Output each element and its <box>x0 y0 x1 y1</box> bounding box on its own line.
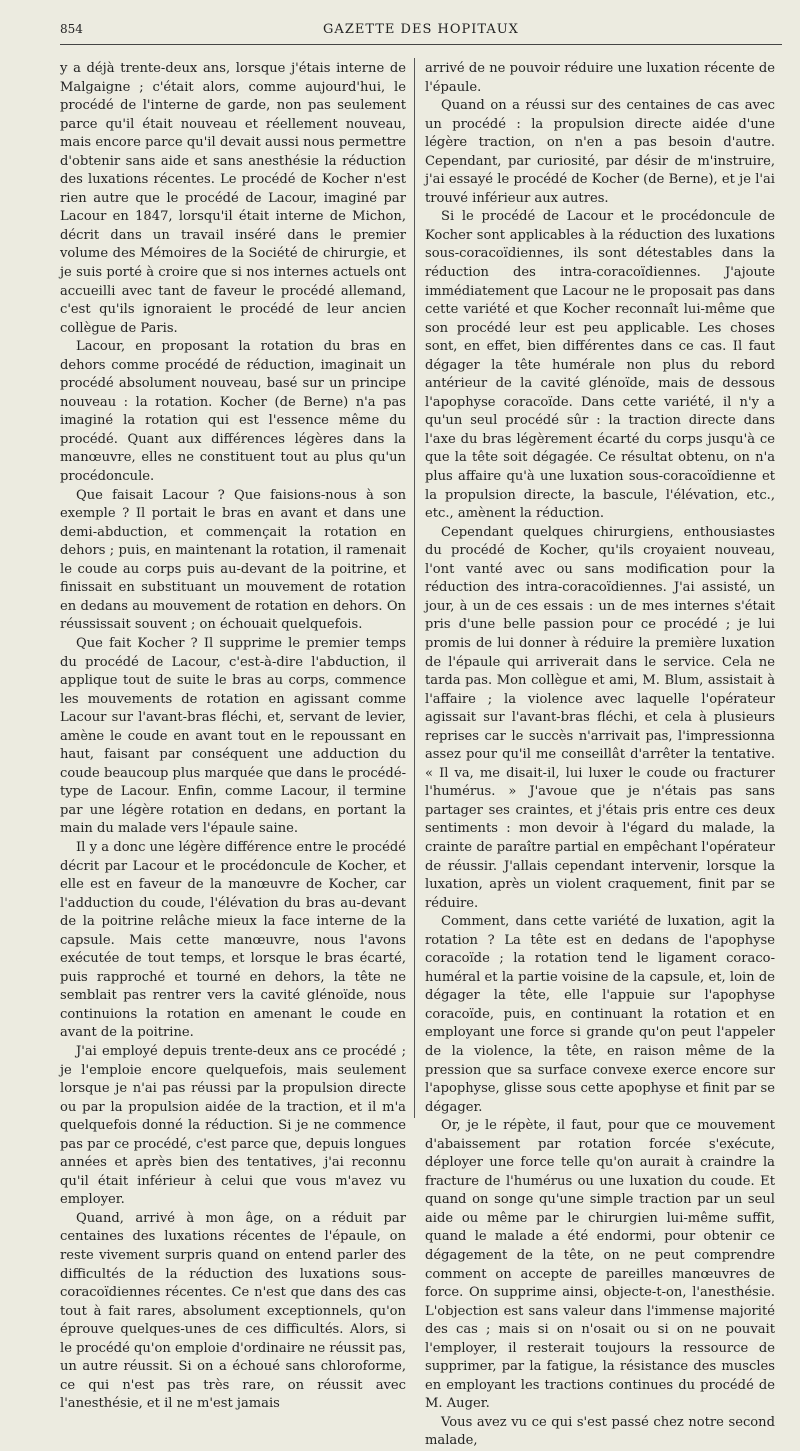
running-title: GAZETTE DES HOPITAUX <box>323 22 519 37</box>
header-rule <box>60 44 782 45</box>
paragraph: arrivé de ne pouvoir réduire une luxation récente de l'épaule. <box>425 61 775 95</box>
paragraph: Quand, arrivé à mon âge, on a réduit par centaines des luxations récentes de l'épaule, on reste vivement surpris quand on entend parler des difficultés de la réduction des luxations sous-coracoïdiennes récentes. Ce n'est que dans des cas tout à fait rares, absolument exceptionnels, qu'on éprouve quelques-unes de ces difficultés. Alors, si le procédé qu'on emploie d'ordinaire ne réussit pas, un autre réussit. Si on a échoué sans chloroforme, ce qui n'est pas très rare, on réussit avec l'anesthésie, et il ne m'est jamais <box>60 1210 406 1412</box>
paragraph: Que fait Kocher ? Il supprime le premier temps du procédé de Lacour, c'est-à-dire l'abduction, il applique tout de suite le bras au corps, commence les mouvements de rotation en agissant comme Lacour sur l'avant-bras fléchi, et, servant de levier, amène le coude en avant tout en le repoussant en haut, faisant par conséquent une adduction du coude beaucoup plus marquée que dans le procédé-type de Lacour. Enfin, comme Lacour, il termine par une légère rotation en dedans, en portant la main du malade vers l'épaule saine. <box>60 635 406 837</box>
page-header <box>60 22 782 40</box>
paragraph: J'ai employé depuis trente-deux ans ce procédé ; je l'emploie encore quelquefois, mais seulement lorsque je n'ai pas réussi par la propulsion directe ou par la propulsion aidée de la traction, et il m'a quelquefois donné la réduction. Si je ne commence pas par ce procédé, c'est parce que, depuis longues années et après bien des tentatives, j'ai reconnu qu'il était inférieur à celui que vous m'avez vu employer. <box>60 1043 406 1208</box>
paragraph: Quand on a réussi sur des centaines de cas avec un procédé : la propulsion directe aidée d'une légère traction, on n'en a pas besoin d'autre. Cependant, par curiosité, par désir de m'instruire, j'ai essayé le procédé de Kocher (de Berne), et je l'ai trouvé inférieur aux autres. <box>425 98 775 206</box>
page-number: 854 <box>60 22 83 36</box>
paragraph: Or, je le répète, il faut, pour que ce mouvement d'abaissement par rotation forcée s'exécute, déployer une force telle qu'on aurait à craindre la fracture de l'humérus ou une luxation du coude. Et quand on songe qu'une simple traction par un seul aide ou même par le chirurgien lui-même suffit, quand le malade a été endormi, pour obtenir ce dégagement de la tête, on ne peut comprendre comment on accepte de pareilles manœuvres de force. On supprime ainsi, objecte-t-on, l'anesthésie. L'objection est sans valeur dans l'immense majorité des cas ; mais si on n'osait ou si on ne pouvait l'employer, il resterait toujours la ressource de supprimer, par la fatigue, la résistance des muscles en employant les tractions continues du procédé de M. Auger. <box>425 1118 775 1412</box>
paragraph: Comment, dans cette variété de luxation, agit la rotation ? La tête est en dedans de l'apophyse coracoïde ; la rotation tend le ligament coraco-huméral et la partie voisine de la capsule, et, loin de dégager la tête, elle l'appuie sur l'apophyse coracoïde, puis, en continuant la rotation et en employant une force si grande qu'on peut l'appeler de la violence, la tête, en raison même de la pression que sa surface convexe exerce encore sur l'apophyse, glisse sous cette apophyse et finit par se dégager. <box>425 914 775 1115</box>
paragraph: Il y a donc une légère différence entre le procédé décrit par Lacour et le procédoncule de Kocher, et elle est en faveur de la manœuvre de Kocher, car l'adduction du coude, l'élévation du bras au-devant de la poitrine relâche mieux la face interne de la capsule. Mais cette manœuvre, nous l'avons exécutée de tout temps, et lorsque le bras écarté, puis rapproché et tourné en dehors, la tête ne semblait pas rentrer vers la cavité glénoïde, nous continuions la rotation en amenant le coude en avant de la poitrine. <box>60 839 406 1041</box>
paragraph: y a déjà trente-deux ans, lorsque j'étais interne de Malgaigne ; c'était alors, comme aujourd'hui, le procédé de l'interne de garde, non pas seulement parce qu'il était nouveau et réellement nouveau, mais encore parce qu'il devait aussi nous permettre d'obtenir sans aide et sans anesthésie la réduction des luxations récentes. Le procédé de Kocher n'est rien autre que le procédé de Lacour, imaginé par Lacour en 1847, lorsqu'il était interne de Michon, décrit dans un travail inséré dans le premier volume des Mémoires de la Société de chirurgie, et je suis porté à croire que si nos internes actuels ont accueilli avec tant de faveur le procédé allemand, c'est qu'ils ignoraient le procédé de leur ancien collègue de Paris. <box>60 61 406 336</box>
paragraph: Que faisait Lacour ? Que faisions-nous à son exemple ? Il portait le bras en avant et dans une demi-abduction, et commençait la rotation en dehors ; puis, en maintenant la rotation, il ramenait le coude au corps puis au-devant de la poitrine, et finissait en substituant un mouvement de rotation en dedans au mouvement de rotation en dehors. On réussissait souvent ; on échouait quelquefois. <box>60 487 406 633</box>
paragraph: Lacour, en proposant la rotation du bras en dehors comme procédé de réduction, imaginait un procédé absolument nouveau, basé sur un principe nouveau : la rotation. Kocher (de Berne) n'a pas imaginé la rotation qui est l'essence même du procédé. Quant aux différences légères dans la manœuvre, elles ne constituent tout au plus qu'un procédoncule. <box>60 339 406 485</box>
paragraph: Si le procédé de Lacour et le procédoncule de Kocher sont applicables à la réduction des luxations sous-coracoïdiennes, ils sont détestables dans la réduction des intra-coracoïdiennes. J'ajoute immédiatement que Lacour ne le proposait pas dans cette variété et que Kocher reconnaît lui-même que son procédé leur est peu applicable. Les choses sont, en effet, bien différentes dans ce cas. Il faut dégager la tête humérale non plus du rebord antérieur de la cavité glénoïde, mais de dessous l'apophyse coracoïde. Dans cette variété, il n'y a qu'un seul procédé sûr : la traction directe dans l'axe du bras légèrement écarté du corps jusqu'à ce que la tête soit dégagée. Ce résultat obtenu, on n'a plus affaire qu'à une luxation sous-coracoïdienne et la propulsion directe, la bascule, l'élévation, etc., etc., amènent la réduction. <box>425 209 775 522</box>
column-divider <box>414 58 415 1118</box>
paragraph: Cependant quelques chirurgiens, enthousiastes du procédé de Kocher, qu'ils croyaient nouveau, l'ont vanté avec ou sans modification pour la réduction des intra-coracoïdiennes. J'ai assisté, un jour, à un de ces essais : un de mes internes s'était pris d'une belle passion pour ce procédé ; je lui promis de lui donner à réduire la première luxation de l'épaule qui arriverait dans le service. Cela ne tarda pas. Mon collègue et ami, M. Blum, assistait à l'affaire ; la violence avec laquelle l'opérateur agissait sur l'avant-bras fléchi, et cela à plusieurs reprises car le succès n'arrivait pas, l'impressionna assez pour qu'il me conseillât d'arrêter la tentative. « Il va, me disait-il, lui luxer le coude ou fracturer l'humérus. » J'avoue que je n'étais pas sans partager ses craintes, et j'étais pris entre ces deux sentiments : mon devoir à l'égard du malade, la crainte de paraître partial en empêchant l'opérateur de réussir. J'allais cependant intervenir, lorsque la luxation, après un violent craquement, finit par se réduire. <box>425 524 775 911</box>
paragraph: Vous avez vu ce qui s'est passé chez notre second malade, <box>425 1414 775 1449</box>
right-column <box>425 60 775 1451</box>
left-column <box>60 60 406 1414</box>
